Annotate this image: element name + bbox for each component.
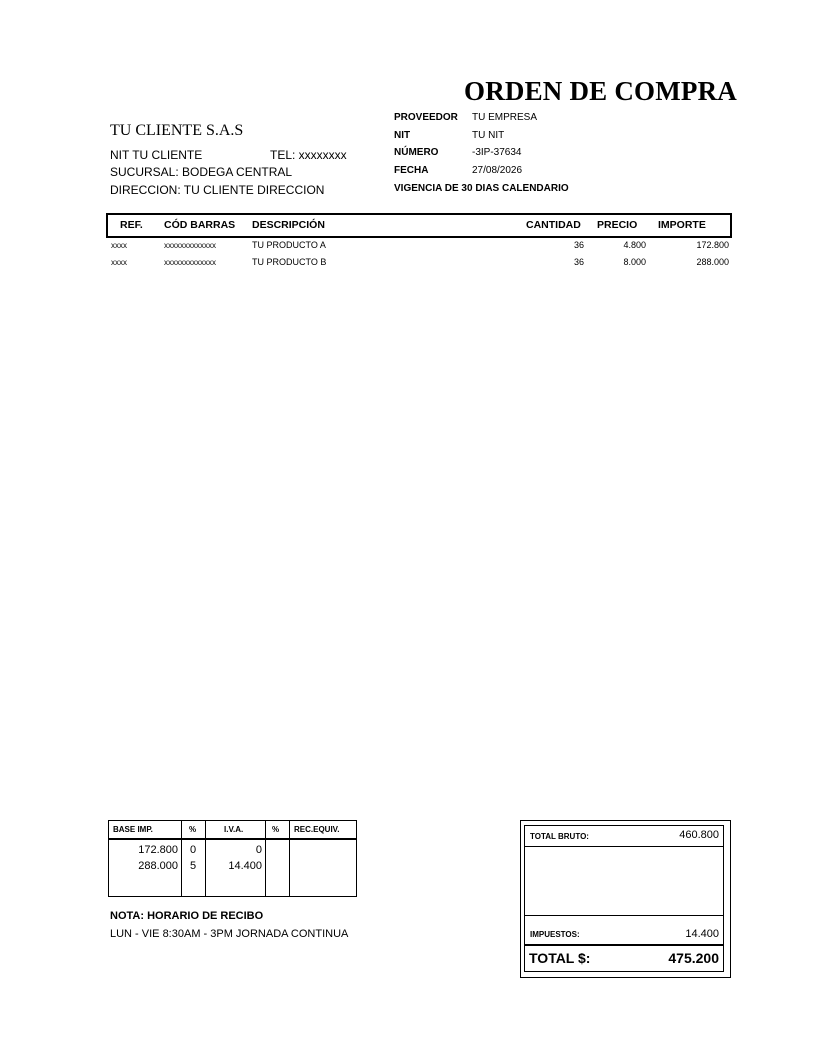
header-amount: IMPORTE — [658, 219, 706, 231]
column-divider — [205, 821, 206, 896]
separator — [525, 915, 723, 916]
separator — [525, 944, 723, 946]
row-description: TU PRODUCTO B — [252, 257, 327, 267]
numero-value: -3IP-37634 — [472, 147, 522, 158]
items-table-header — [106, 213, 732, 238]
note-text: LUN - VIE 8:30AM - 3PM JORNADA CONTINUA — [110, 928, 349, 940]
total-bruto-label: TOTAL BRUTO: — [530, 832, 589, 841]
impuestos-label: IMPUESTOS: — [530, 930, 580, 939]
row-amount: 288.000 — [696, 257, 729, 267]
separator — [525, 846, 723, 847]
header-barcode: CÓD BARRAS — [164, 219, 236, 231]
tax-header-rule — [109, 838, 356, 840]
vigencia-note: VIGENCIA DE 30 DIAS CALENDARIO — [394, 183, 569, 194]
proveedor-value: TU EMPRESA — [472, 112, 538, 123]
proveedor-label: PROVEEDOR — [394, 112, 458, 123]
tax-pct: 5 — [190, 860, 197, 872]
total-bruto-value: 460.800 — [679, 829, 719, 841]
impuestos-value: 14.400 — [685, 928, 719, 940]
nit-value: TU NIT — [472, 130, 505, 141]
client-tel: TEL: xxxxxxxx — [270, 148, 347, 162]
column-divider — [289, 821, 290, 896]
totals-box — [524, 825, 724, 972]
client-sucursal: SUCURSAL: BODEGA CENTRAL — [110, 165, 293, 179]
row-price: 4.800 — [623, 240, 646, 250]
tax-base: 172.800 — [138, 844, 178, 856]
total-label: TOTAL $: — [529, 950, 591, 966]
note-title: NOTA: HORARIO DE RECIBO — [110, 910, 264, 922]
tax-base: 288.000 — [138, 860, 178, 872]
tax-header-iva: I.V.A. — [224, 825, 244, 834]
numero-label: NÚMERO — [394, 147, 439, 158]
row-barcode: xxxxxxxxxxxxx — [164, 241, 216, 250]
column-divider — [181, 821, 182, 896]
table-row — [0, 240, 820, 254]
row-barcode: xxxxxxxxxxxxx — [164, 258, 216, 267]
header-price: PRECIO — [597, 219, 638, 231]
column-divider — [265, 821, 266, 896]
row-quantity: 36 — [573, 257, 584, 267]
total-value: 475.200 — [668, 950, 719, 966]
tax-header-base: BASE IMP. — [113, 825, 153, 834]
row-price: 8.000 — [623, 257, 646, 267]
tax-pct: 0 — [190, 844, 197, 856]
tax-header-rec-equiv: REC.EQUIV. — [294, 825, 340, 834]
fecha-value: 27/08/2026 — [472, 165, 523, 176]
row-ref: xxxx — [111, 258, 127, 267]
fecha-label: FECHA — [394, 165, 429, 176]
header-quantity: CANTIDAD — [526, 219, 581, 231]
document-title: ORDEN DE COMPRA — [464, 76, 737, 106]
tax-summary-table — [108, 820, 357, 897]
tax-header-pct-rec: % — [272, 825, 280, 834]
tax-header-pct: % — [189, 825, 197, 834]
header-ref: REF. — [120, 219, 143, 231]
client-direccion: DIRECCION: TU CLIENTE DIRECCION — [110, 183, 325, 197]
row-description: TU PRODUCTO A — [252, 240, 326, 250]
row-quantity: 36 — [573, 240, 584, 250]
row-amount: 172.800 — [696, 240, 729, 250]
nit-label: NIT — [394, 130, 411, 141]
tax-iva: 14.400 — [228, 860, 262, 872]
tax-iva: 0 — [255, 844, 262, 856]
client-nit: NIT TU CLIENTE — [110, 148, 203, 162]
table-row — [0, 257, 820, 271]
client-name: TU CLIENTE S.A.S — [110, 122, 244, 139]
row-ref: xxxx — [111, 241, 127, 250]
header-description: DESCRIPCIÓN — [252, 219, 325, 231]
